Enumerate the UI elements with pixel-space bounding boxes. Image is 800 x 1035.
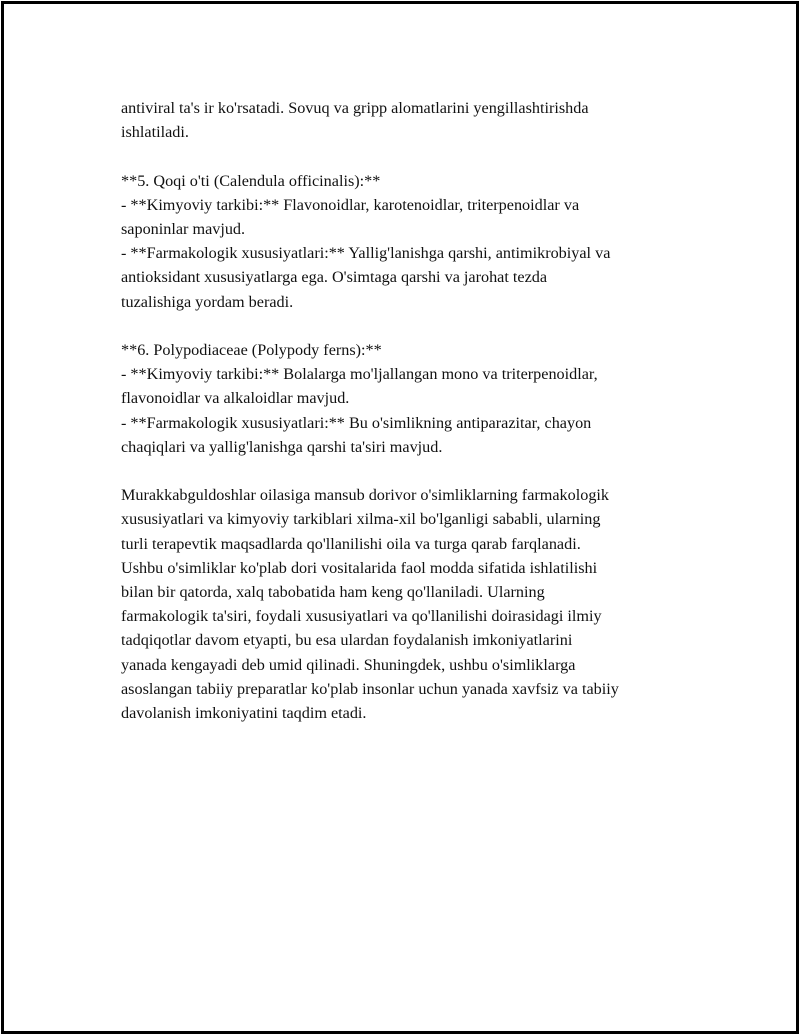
conclusion-paragraph <box>121 483 701 725</box>
intro-paragraph <box>121 96 701 144</box>
section-6 <box>121 338 701 459</box>
pharmacology-line: tuzalishiga yordam beradi. <box>121 292 294 311</box>
page-frame <box>1 1 799 1034</box>
text-line: Murakkabguldoshlar oilasiga mansub dorivor o'simliklarning farmakologik <box>121 486 610 505</box>
pharmacology-line: - **Farmakologik xususiyatlari:** Yallig'lanishga qarshi, antimikrobiyal va <box>121 244 611 263</box>
text-line: antiviral ta's ir ko'rsatadi. Sovuq va gripp alomatlarini yengillashtirishda <box>121 99 589 117</box>
text-line: davolanish imkoniyatini taqdim etadi. <box>121 704 367 723</box>
composition-line: - **Kimyoviy tarkibi:** Bolalarga mo'ljallangan mono va triterpenoidlar, <box>121 365 598 384</box>
text-line: yanada kengayadi deb umid qilinadi. Shuningdek, ushbu o'simliklarga <box>121 655 576 674</box>
pharmacology-line: antioksidant xususiyatlarga ega. O'simtaga qarshi va jarohat tezda <box>121 268 548 287</box>
page-content <box>121 96 701 749</box>
composition-line: - **Kimyoviy tarkibi:** Flavonoidlar, karotenoidlar, triterpenoidlar va <box>121 195 580 214</box>
composition-line: saponinlar mavjud. <box>121 220 246 238</box>
section-heading: **5. Qoqi o'ti (Calendula officinalis):** <box>121 171 381 190</box>
composition-line: flavonoidlar va alkaloidlar mavjud. <box>121 389 350 408</box>
text-line: tadqiqotlar davom etyapti, bu esa ulardan foydalanish imkoniyatlarini <box>121 631 573 650</box>
text-line: xususiyatlari va kimyoviy tarkiblari xilma-xil bo'lganligi sababli, ularning <box>121 510 601 529</box>
text-line: ishlatiladi. <box>121 123 189 142</box>
text-line: farmakologik ta'siri, foydali xususiyatlari va qo'llanilishi doirasidagi ilmiy <box>121 607 602 626</box>
text-line: Ushbu o'simliklar ko'plab dori vositalarida faol modda sifatida ishlatilishi <box>121 558 598 577</box>
pharmacology-line: chaqiqlari va yallig'lanishga qarshi ta'siri mavjud. <box>121 437 443 456</box>
section-5 <box>121 169 701 314</box>
text-line: asoslangan tabiiy preparatlar ko'plab insonlar uchun yanada xavfsiz va tabiiy <box>121 679 619 698</box>
text-line: turli terapevtik maqsadlarda qo'llanilishi oila va turga qarab farqlanadi. <box>121 534 581 553</box>
text-line: bilan bir qatorda, xalq tabobatida ham keng qo'llaniladi. Ularning <box>121 583 545 602</box>
section-heading: **6. Polypodiaceae (Polypody ferns):** <box>121 341 382 359</box>
pharmacology-line: - **Farmakologik xususiyatlari:** Bu o'simlikning antiparazitar, chayon <box>121 413 592 432</box>
